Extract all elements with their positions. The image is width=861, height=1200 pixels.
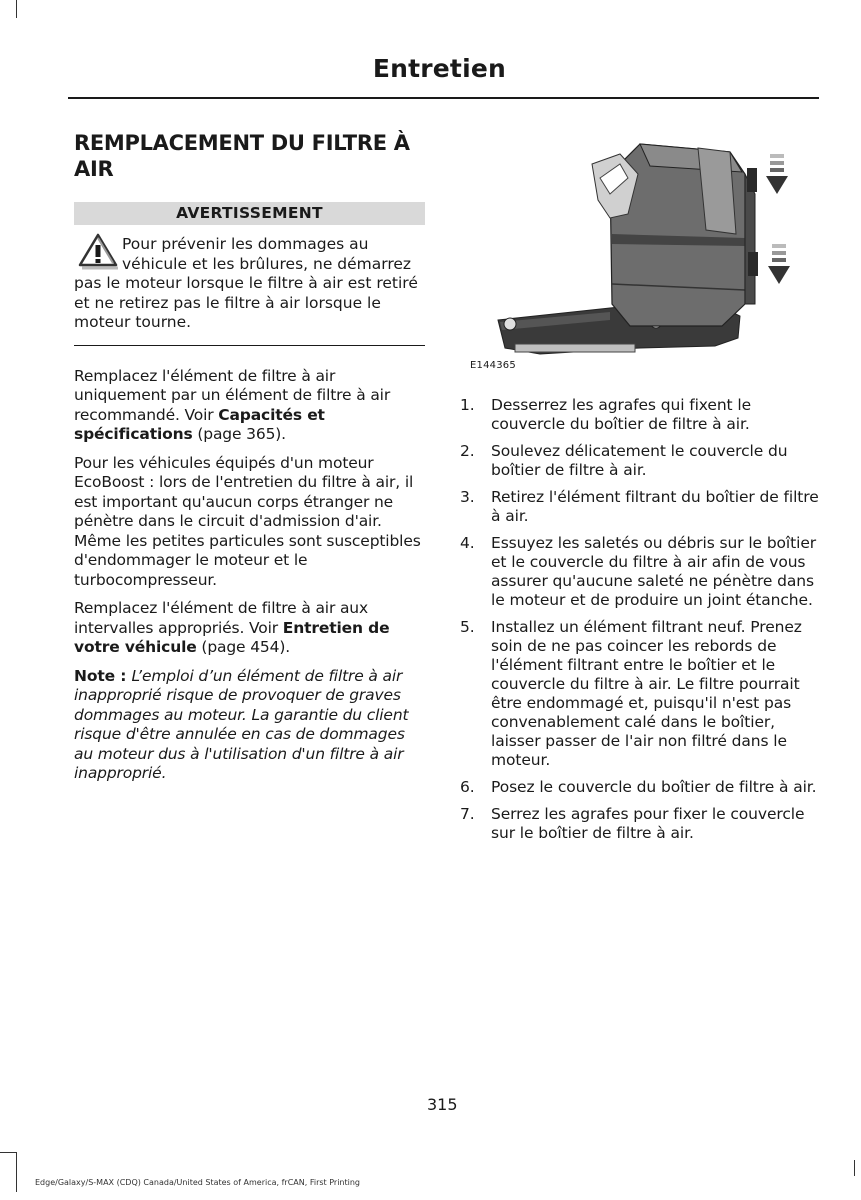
warning-triangle-icon <box>74 232 120 272</box>
step-number: 1. <box>460 396 475 414</box>
crop-mark <box>0 1152 17 1153</box>
cross-reference-link[interactable]: Capacités et spécifications <box>74 405 325 443</box>
page-reference: (page 365). <box>192 425 286 443</box>
warning-rule <box>74 345 425 346</box>
step-text: Installez un élément filtrant neuf. Prenez soin de ne pas coincer les rebords de l'élément filtrant entre le boîtier et le couvercle du filtre à air. Le filtre pourrait être endommagé et, puisqu'il n'est pas convenablement calé dans le boîtier, laisser passer de l'air non filtré dans le moteur. <box>491 618 802 769</box>
warning-box <box>74 235 425 333</box>
step-text: Posez le couvercle du boîtier de filtre à air. <box>491 778 817 796</box>
paragraph-text: Remplacez l'élément de filtre à air aux intervalles appropriés. Voir <box>74 599 369 637</box>
list-item <box>460 805 820 843</box>
list-item <box>460 534 820 610</box>
footer-text: Edge/Galaxy/S-MAX (CDQ) Canada/United States of America, frCAN, First Printing <box>35 1178 360 1187</box>
step-number: 6. <box>460 778 475 796</box>
section-title: REMPLACEMENT DU FILTRE À AIR <box>74 131 410 181</box>
crop-mark <box>854 1160 855 1176</box>
step-number: 4. <box>460 534 475 552</box>
crop-mark <box>16 0 17 18</box>
step-number: 5. <box>460 618 475 636</box>
step-number: 7. <box>460 805 475 823</box>
list-item <box>460 618 820 770</box>
paragraph-intervals <box>74 599 425 658</box>
page-reference: (page 454). <box>196 638 291 656</box>
air-filter-housing-illustration <box>460 134 820 364</box>
step-number: 2. <box>460 442 475 460</box>
page-number: 315 <box>427 1095 458 1114</box>
step-text: Desserrez les agrafes qui fixent le couvercle du boîtier de filtre à air. <box>491 396 752 433</box>
step-text: Retirez l'élément filtrant du boîtier de filtre à air. <box>491 488 819 525</box>
paragraph-replace-element <box>74 367 425 445</box>
list-item <box>460 778 820 797</box>
note-paragraph <box>74 667 425 784</box>
paragraph-ecoboost: Pour les véhicules équipés d'un moteur EcoBoost : lors de l'entretien du filtre à air, il est important qu'aucun corps étranger ne pénètre dans le circuit d'admission d'air. Même les petites particules sont susceptibles d'endommager le moteur et le turbocompresseur. <box>74 453 421 589</box>
steps-list <box>460 396 820 843</box>
list-item <box>460 442 820 480</box>
figure-code: E144365 <box>470 360 516 371</box>
warning-text: Pour prévenir les dommages au véhicule et les brûlures, ne démarrez pas le moteur lorsque le filtre à air est retiré et ne retirez pas le filtre à air lorsque le moteur tourne. <box>74 235 418 331</box>
step-text: Soulevez délicatement le couvercle du boîtier de filtre à air. <box>491 442 788 479</box>
air-filter-figure <box>460 134 820 374</box>
step-text: Serrez les agrafes pour fixer le couvercle sur le boîtier de filtre à air. <box>491 805 805 842</box>
step-number: 3. <box>460 488 475 506</box>
crop-mark <box>16 1152 17 1192</box>
header-rule <box>68 97 819 99</box>
list-item <box>460 396 820 434</box>
left-column <box>74 130 425 784</box>
step-text: Essuyez les saletés ou débris sur le boîtier et le couvercle du filtre à air afin de vous assurer qu'aucune saleté ne pénètre dans le moteur et de produire un joint étanche. <box>491 534 817 609</box>
cross-reference-link[interactable]: Entretien de votre véhicule <box>74 618 390 656</box>
page-header-title: Entretien <box>372 54 506 83</box>
right-column <box>460 134 820 851</box>
list-item <box>460 488 820 526</box>
warning-heading: AVERTISSEMENT <box>74 202 425 225</box>
paragraph-text: Remplacez l'élément de filtre à air uniquement par un élément de filtre à air recommandé. Voir <box>74 366 391 424</box>
note-text: L’emploi d’un élément de filtre à air inapproprié risque de provoquer de graves dommages au moteur. La garantie du client risque d'être annulée en cas de dommages au moteur dus à l'utilisation d'un filtre à air inapproprié. <box>74 666 409 782</box>
note-label: Note : <box>74 666 132 685</box>
